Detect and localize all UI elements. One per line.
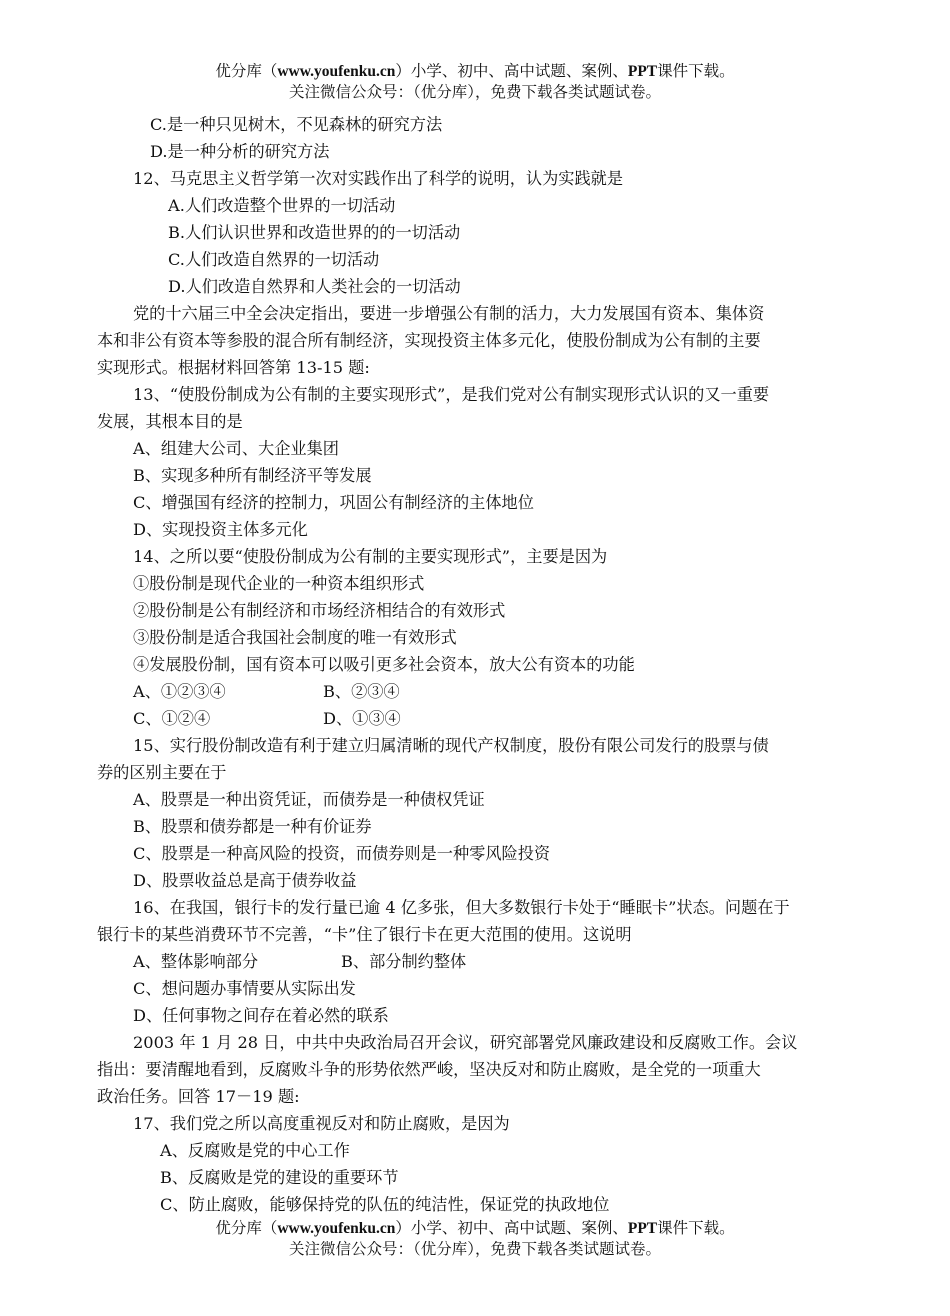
header-url: www.youfenku.cn	[277, 63, 396, 80]
option-14-b: B、②③④	[323, 682, 400, 701]
statement-14-3: ③股份制是适合我国社会制度的唯一有效形式	[133, 628, 457, 647]
page-header	[0, 61, 950, 103]
option-15-b: B、股票和债券都是一种有价证券	[133, 817, 372, 836]
material-13-15-line-2: 本和非公有资本等参股的混合所有制经济，实现投资主体多元化，使股份制成为公有制的主要	[97, 331, 761, 350]
option-13-b: B、实现多种所有制经济平等发展	[133, 466, 372, 485]
footer-url: www.youfenku.cn	[277, 1220, 396, 1237]
statement-14-1: ①股份制是现代企业的一种资本组织形式	[133, 574, 425, 593]
statement-14-4: ④发展股份制，国有资本可以吸引更多社会资本，放大公有资本的功能	[133, 655, 635, 674]
option-16-a: A、整体影响部分	[133, 952, 259, 971]
question-17: 17、我们党之所以高度重视反对和防止腐败，是因为	[133, 1114, 510, 1133]
option-16-b: B、部分制约整体	[341, 952, 467, 971]
statement-14-2: ②股份制是公有制经济和市场经济相结合的有效形式	[133, 601, 506, 620]
question-13-line-2: 发展，其根本目的是	[97, 412, 243, 431]
question-14: 14、之所以要“使股份制成为公有制的主要实现形式”，主要是因为	[133, 547, 608, 566]
material-17-19-line-2: 指出：要清醒地看到，反腐败斗争的形势依然严峻，坚决反对和防止腐败，是全党的一项重大	[97, 1060, 761, 1079]
question-15-line-2: 券的区别主要在于	[97, 763, 227, 782]
options-16-ab	[133, 952, 466, 972]
option-15-a: A、股票是一种出资凭证，而债券是一种债权凭证	[133, 790, 485, 809]
option-12-c: C.人们改造自然界的一切活动	[168, 250, 380, 269]
question-13-line-1: 13、“使股份制成为公有制的主要实现形式”，是我们党对公有制实现形式认识的又一重要	[133, 385, 770, 404]
option-13-a: A、组建大公司、大企业集团	[133, 439, 339, 458]
material-17-19-line-1: 2003 年 1 月 28 日，中共中央政治局召开会议，研究部署党风廉政建设和反腐败工作。会议	[133, 1033, 798, 1052]
option-15-c: C、股票是一种高风险的投资，而债券则是一种零风险投资	[133, 844, 551, 863]
header-line-2: 关注微信公众号：（优分库），免费下载各类试题试卷。	[288, 83, 661, 101]
material-13-15-line-1: 党的十六届三中全会决定指出，要进一步增强公有制的活力，大力发展国有资本、集体资	[133, 304, 765, 323]
material-13-15-line-3: 实现形式。根据材料回答第 13-15 题:	[97, 358, 370, 377]
option-13-c: C、增强国有经济的控制力，巩固公有制经济的主体地位	[133, 493, 534, 512]
option-17-a: A、反腐败是党的中心工作	[160, 1141, 350, 1160]
options-14-ab	[133, 682, 400, 702]
option-17-b: B、反腐败是党的建设的重要环节	[160, 1168, 399, 1187]
material-17-19-line-3: 政治任务。回答 17－19 题:	[97, 1087, 300, 1106]
footer-line-2: 关注微信公众号：（优分库），免费下载各类试题试卷。	[288, 1240, 661, 1258]
option-16-c: C、想问题办事情要从实际出发	[133, 979, 356, 998]
question-16-line-1: 16、在我国，银行卡的发行量已逾 4 亿多张，但大多数银行卡处于“睡眠卡”状态。问题在于	[133, 898, 790, 917]
option-14-c: C、①②④	[133, 709, 211, 728]
option-12-d: D.人们改造自然界和人类社会的一切活动	[168, 277, 461, 296]
option-14-d: D、①③④	[323, 709, 401, 728]
question-15-line-1: 15、实行股份制改造有利于建立归属清晰的现代产权制度，股份有限公司发行的股票与债	[133, 736, 769, 755]
option-16-d: D、任何事物之间存在着必然的联系	[133, 1006, 389, 1025]
options-14-cd	[133, 709, 401, 729]
question-12: 12、马克思主义哲学第一次对实践作出了科学的说明，认为实践就是	[133, 169, 624, 188]
option-12-a: A.人们改造整个世界的一切活动	[168, 196, 396, 215]
page-footer	[0, 1218, 950, 1260]
option-17-c: C、防止腐败，能够保持党的队伍的纯洁性，保证党的执政地位	[160, 1195, 610, 1214]
option-14-a: A、①②③④	[133, 682, 226, 701]
option-12-b: B.人们认识世界和改造世界的的一切活动	[168, 223, 461, 242]
option-11-d: D.是一种分析的研究方法	[150, 142, 330, 161]
question-16-line-2: 银行卡的某些消费环节不完善，“卡”住了银行卡在更大范围的使用。这说明	[97, 925, 632, 944]
option-15-d: D、股票收益总是高于债券收益	[133, 871, 357, 890]
footer-line-1: 优分库（www.youfenku.cn）小学、初中、高中试题、案例、PPT课件下载。	[215, 1219, 735, 1237]
header-line-1: 优分库（www.youfenku.cn）小学、初中、高中试题、案例、PPT课件下载。	[215, 62, 735, 80]
option-11-c: C.是一种只见树木，不见森林的研究方法	[150, 115, 443, 134]
option-13-d: D、实现投资主体多元化	[133, 520, 308, 539]
